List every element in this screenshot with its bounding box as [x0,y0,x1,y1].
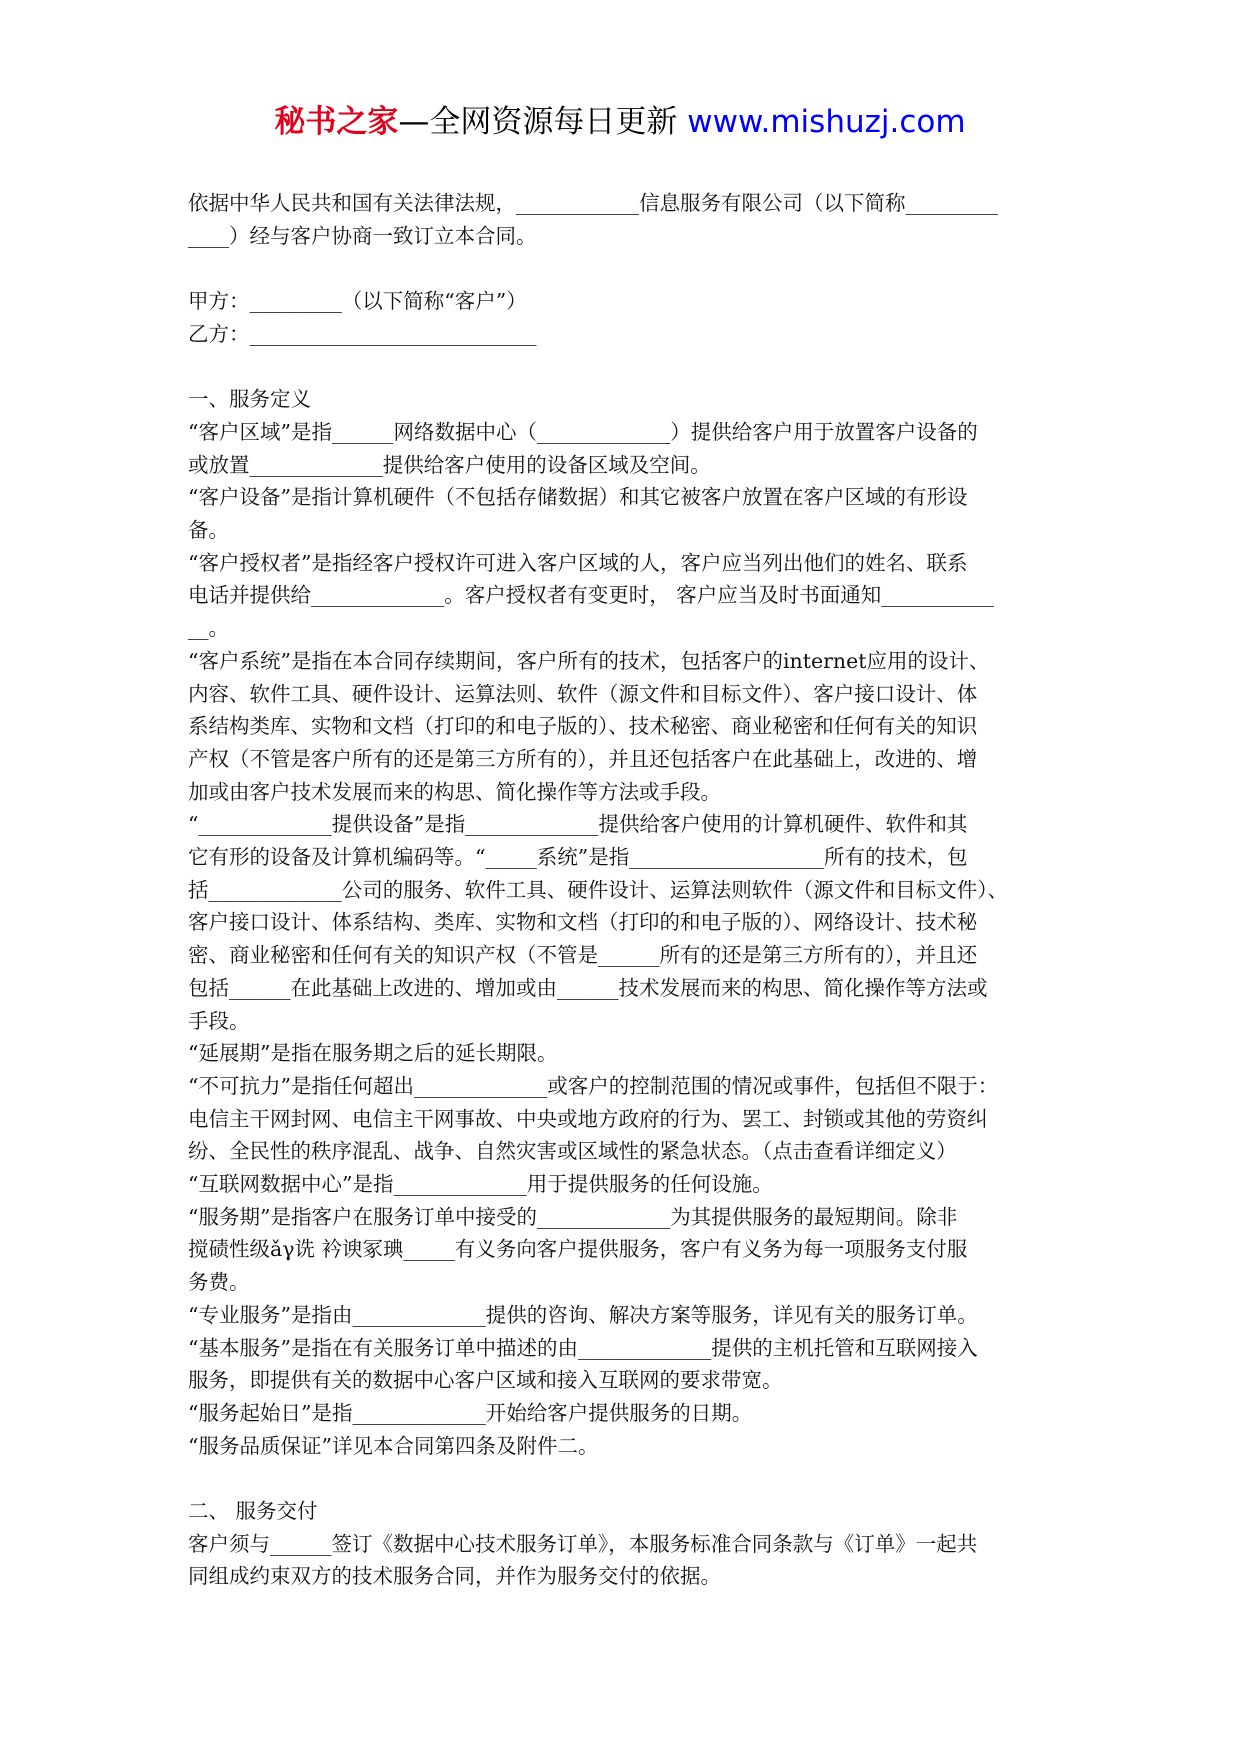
text-line: 乙方：____________________________ [188,321,537,346]
text-line: 系结构类库、实物和文档（打印的和电子版的）、技术秘密、商业秘密和任何有关的知识 [188,714,978,739]
text-line: 同组成约束双方的技术服务合同，并作为服务交付的依据。 [188,1564,721,1589]
blank-line [188,1462,1068,1495]
text-line: “客户设备”是指计算机硬件（不包括存储数据）和其它被客户放置在客户区域的有形设 [188,485,968,510]
text-line: 甲方：_________（以下简称“客户”） [188,289,527,314]
text-line: “基本服务”是指在有关服务订单中描述的由_____________提供的主机托管和互联网接入 [188,1335,978,1360]
text-line: “服务品质保证”详见本合同第四条及附件二。 [188,1433,599,1458]
text-line: 包括______在此基础上改进的、增加或由______技术发展而来的构思、简化操作等方法或 [188,975,988,1000]
text-line: 客户接口设计、体系结构、类库、实物和文档（打印的和电子版的）、网络设计、技术秘 [188,910,978,935]
text-line: “客户区域”是指______网络数据中心（_____________）提供给客户用于放置客户设备的 [188,419,978,444]
text-line: 电话并提供给_____________。客户授权者有变更时， 客户应当及时书面通知___________ [188,583,995,608]
text-line: 二、 服务交付 [188,1499,318,1524]
text-line: __。 [188,616,229,641]
text-line: “不可抗力”是指任何超出_____________或客户的控制范围的情况或事件，包括但不限于： [188,1073,999,1098]
contract-body [188,187,1068,1593]
text-line: “服务起始日”是指_____________开始给客户提供服务的日期。 [188,1400,753,1425]
text-line: “_____________提供设备”是指_____________提供给客户使用的计算机硬件、软件和其 [188,812,968,837]
site-banner [0,100,1240,144]
text-line: 客户须与______签订《数据中心技术服务订单》，本服务标准合同条款与《订单》一起共 [188,1531,978,1556]
text-line: “服务期”是指客户在服务订单中接受的_____________为其提供服务的最短期间。除非 [188,1204,958,1229]
text-line: 它有形的设备及计算机编码等。“_____系统”是指___________________所有的技术，包 [188,845,968,870]
text-line: 手段。 [188,1008,250,1033]
text-line: “延展期”是指在服务期之后的延长期限。 [188,1041,558,1066]
text-line: “客户系统”是指在本合同存续期间，客户所有的技术，包括客户的internet应用的设计、 [188,648,990,673]
text-line: ____）经与客户协商一致订立本合同。 [188,223,537,248]
blank-line [188,252,1068,285]
text-line: 加或由客户技术发展而来的构思、简化操作等方法或手段。 [188,779,721,804]
text-line: 产权（不管是客户所有的还是第三方所有的），并且还包括客户在此基础上，改进的、增 [188,746,978,771]
banner-url-link[interactable]: www.mishuzj.com [687,104,966,140]
text-line: 服务，即提供有关的数据中心客户区域和接入互联网的要求带宽。 [188,1368,783,1393]
text-line: 电信主干网封网、电信主干网事故、中央或地方政府的行为、罢工、封锁或其他的劳资纠 [188,1106,988,1131]
text-line: 一、服务定义 [188,387,311,412]
text-line: 搅碛性级ǎγ诜 衿谀冢琠_____有义务向客户提供服务，客户有义务为每一项服务支付服 [188,1237,968,1262]
text-line: “专业服务”是指由_____________提供的咨询、解决方案等服务，详见有关的服务订单。 [188,1302,978,1327]
text-line: 纷、全民性的秩序混乱、战争、自然灾害或区域性的紧急状态。（点击查看详细定义） [188,1139,957,1164]
text-line: 备。 [188,518,229,542]
text-line: “互联网数据中心”是指_____________用于提供服务的任何设施。 [188,1172,773,1197]
banner-slogan: —全网资源每日更新 [398,104,688,140]
text-line: “客户授权者”是指经客户授权许可进入客户区域的人，客户应当列出他们的姓名、联系 [188,550,968,575]
text-line: 括_____________公司的服务、软件工具、硬件设计、运算法则软件（源文件和目标文件）、 [188,877,1008,902]
text-line: 务费。 [188,1270,250,1295]
banner-brand: 秘书之家 [274,104,399,140]
text-line: 密、商业秘密和任何有关的知识产权（不管是______所有的还是第三方所有的），并且还 [188,943,978,968]
blank-line [188,351,1068,384]
text-line: 内容、软件工具、硬件设计、运算法则、软件（源文件和目标文件）、客户接口设计、体 [188,681,978,706]
text-line: 或放置_____________提供给客户使用的设备区域及空间。 [188,452,711,477]
text-line: 依据中华人民共和国有关法律法规，____________信息服务有限公司（以下简称_________ [188,191,998,215]
